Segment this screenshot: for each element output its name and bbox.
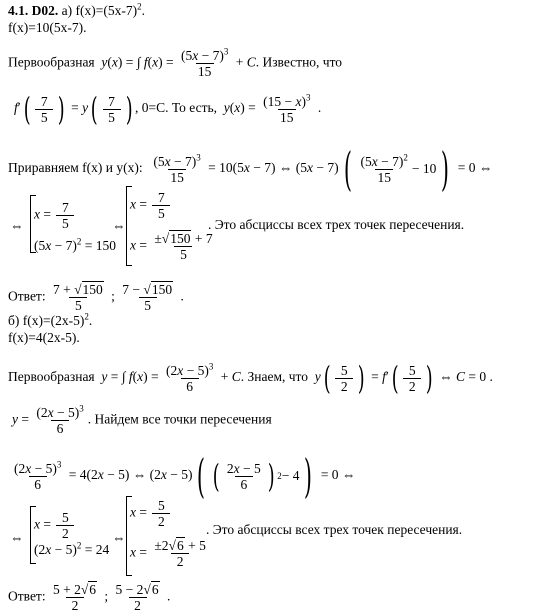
answer-a: Ответ: $\frac{7 + √150}{5}$ ; $\frac{7 - √150}{5}$ . <box>8 282 184 313</box>
system-a <box>30 195 31 253</box>
system-a-solution <box>126 186 127 266</box>
derivative-b: f(x)=4(2x-5). <box>8 330 80 345</box>
equate-line-a: Приравняем f(x) и y(x): $\frac{(5x - 7)^3}{15}$ = 10(5x − 7) ⇔ (5x − 7) ( $(5x - 7)^2$ 15 − 10 ) = 0 ⇔ <box>8 142 493 196</box>
system-b-solution <box>126 496 127 576</box>
function-b: y = $\frac{(2x - 5)^3}{6}$ . Найдем все точки пересечения <box>12 403 272 436</box>
derivative-a: f(x)=10(5x-7). <box>8 20 87 35</box>
antiderivative-line-b: Первообразная y = ∫ f(x) = $\frac{(2x - 5)^3}{6}$ + C. Знаем, что y ( 5 2 ) = f′ ( 5 2 ) ⇔ C = 0 . <box>8 359 493 397</box>
problem-header: 4.1. D02. а) $f(x)=(5x-7)^2$. <box>8 1 145 18</box>
part-a-function: а) f(x)=(5x-7) <box>58 3 138 18</box>
constant-line-a: f′ ( 7 5 ) = y ( 7 5 ) , 0=C. То есть, y(x) = $\frac{(15 - x)^3}{15}$ . <box>14 90 322 128</box>
equate-line-b: $\frac{(2x - 5)^3}{6}$ = 4(2x − 5) ⇔ (2x − 5) ( ( 2x − 5 6 ) 2 − 4 ) = 0 ⇔ <box>14 449 356 503</box>
answer-b: Ответ: $\frac{5 + 2√6}{2}$ ; $\frac{5 - 2√6}{2}$ . <box>8 582 171 613</box>
system-a-note: . Это абсциссы всех трех точек пересечения. <box>208 217 465 232</box>
part-b-function: б) $f(x)=(2x-5)^2$. <box>8 311 93 328</box>
problem-number: 4.1. D02. <box>8 3 59 18</box>
antiderivative-line-a: Первообразная y(x) = ∫ f(x) = $\frac{(5x - 7)^3}{15}$ + C. Известно, что <box>8 46 343 79</box>
system-b <box>30 506 31 564</box>
system-b-note: . Это абсциссы всех трех точек пересечения. <box>206 522 463 537</box>
